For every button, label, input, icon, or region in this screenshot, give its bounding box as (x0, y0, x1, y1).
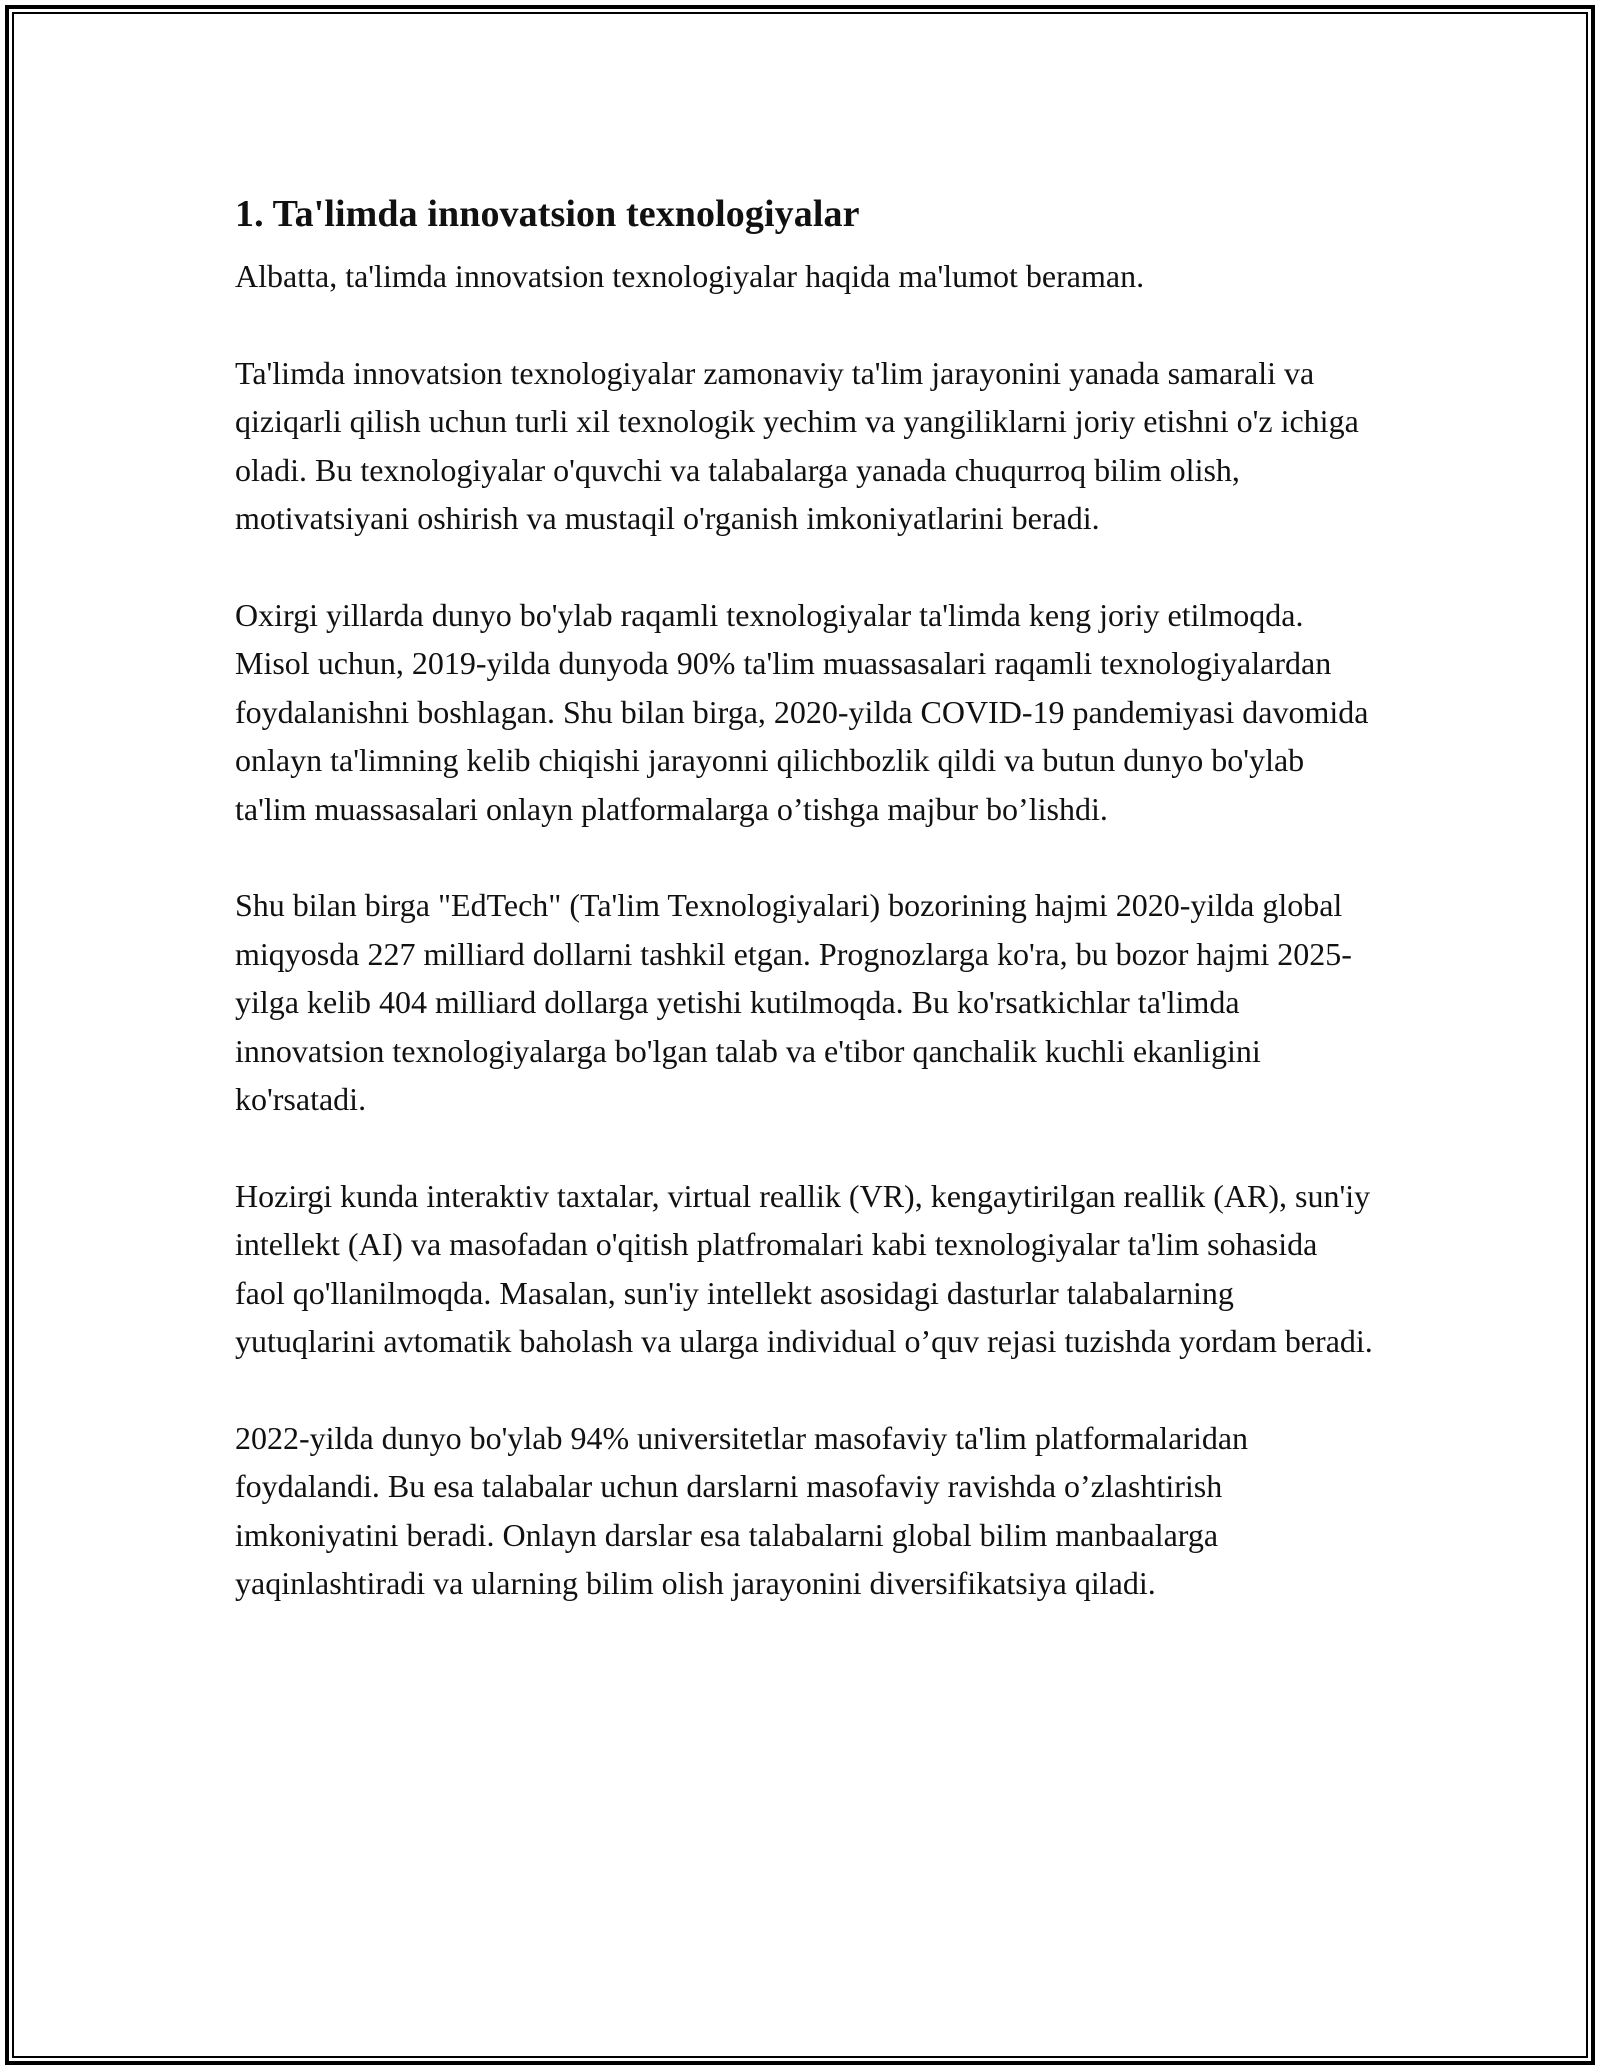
paragraph-digital-adoption: Oxirgi yillarda dunyo bo'ylab raqamli texnologiyalar ta'limda keng joriy etilmoqda. Misol uchun, 2019-yilda dunyoda 90% ta'lim muassasalari raqamli texnologiyalardan foydalanishni boshlagan. Shu bilan birga, 2020-yilda COVID-19 pandemiyasi davomida onlayn ta'limning kelib chiqishi jarayonni qilichbozlik qildi va butun dunyo bo'ylab ta'lim muassasalari onlayn platformalarga o’tishga majbur bo’lishdi. (235, 596, 1369, 827)
document-content (235, 186, 1375, 1608)
section-heading: 1. Ta'limda innovatsion texnologiyalar (235, 193, 860, 235)
paragraph-distance-learning: 2022-yilda dunyo bo'ylab 94% universitetlar masofaviy ta'lim platformalaridan foydalandi. Bu esa talabalar uchun darslarni masofaviy ravishda o’zlashtirish imkoniyatini beradi. Onlayn darslar esa talabalarni global bilim manbaalarga yaqinlashtiradi va ularning bilim olish jarayonini diversifikatsiya qiladi. (235, 1419, 1249, 1601)
paragraph-definition: Ta'limda innovatsion texnologiyalar zamonaviy ta'lim jarayonini yanada samarali va qiziqarli qilish uchun turli xil texnologik yechim va yangiliklarni joriy etishni o'z ichiga oladi. Bu texnologiyalar o'quvchi va talabalarga yanada chuqurroq bilim olish, motivatsiyani oshirish va mustaqil o'rganish imkoniyatlarini beradi. (235, 354, 1359, 536)
intro-paragraph: Albatta, ta'limda innovatsion texnologiyalar haqida ma'lumot beraman. (235, 258, 1145, 294)
paragraph-edtech-market: Shu bilan birga "EdTech" (Ta'lim Texnologiyalari) bozorining hajmi 2020-yilda global miqyosda 227 milliard dollarni tashkil etgan. Prognozlarga ko'ra, bu bozor hajmi 2025-yilga kelib 404 milliard dollarga yetishi kutilmoqda. Bu ko'rsatkichlar ta'limda innovatsion texnologiyalarga bo'lgan talab va e'tibor qanchalik kuchli ekanligini ko'rsatadi. (235, 887, 1352, 1117)
paragraph-technologies: Hozirgi kunda interaktiv taxtalar, virtual reallik (VR), kengaytirilgan reallik (AR), sun'iy intellekt (AI) va masofadan o'qitish platfromalari kabi texnologiyalar ta'lim sohasida faol qo'llanilmoqda. Masalan, sun'iy intellekt asosidagi dasturlar talabalarning yutuqlarini avtomatik baholash va ularga individual o’quv rejasi tuzishda yordam beradi. (235, 1177, 1373, 1359)
